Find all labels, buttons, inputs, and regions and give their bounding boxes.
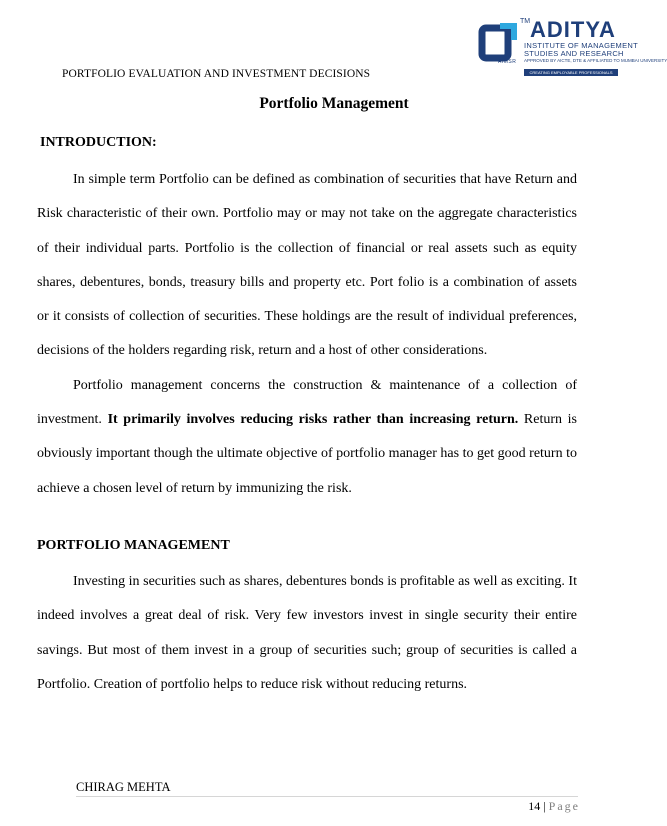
footer-author: CHIRAG MEHTA — [76, 780, 171, 794]
intro-p2-emphasis: It primarily involves reducing risks rather than increasing return. — [107, 412, 519, 428]
introduction-paragraph-2 — [37, 369, 577, 506]
logo-name: ADITYA — [530, 17, 616, 42]
page-number — [528, 799, 580, 814]
logo-trademark: TM — [520, 18, 531, 25]
portfolio-management-paragraph: Investing in securities such as shares, debentures bonds is profitable as well as exciting. It indeed involves a great deal of risk. Very few investors invest in single security their entire savings. But most of them invest in a group of securities such; group of securities is called a Portfolio. Creation of portfolio helps to reduce risk without reducing returns. — [37, 574, 577, 692]
portfolio-management-section — [37, 565, 577, 702]
intro-p2-end: Return is obviously important though the ultimate objective of portfolio manager has to get good return to achieve a chosen level of return by immunizing the risk. — [37, 412, 577, 496]
logo-approval-text: APPROVED BY AICTE, DTE & AFFILIATED TO MUMBAI UNIVERSITY — [524, 58, 667, 63]
page-number-value: 14 — [528, 799, 541, 813]
logo-abbreviation: AIMSR — [498, 59, 517, 65]
running-header: PORTFOLIO EVALUATION AND INVESTMENT DECISIONS — [62, 68, 371, 80]
introduction-section — [37, 163, 577, 506]
page-label: Page — [548, 799, 580, 813]
intro-p2-start: Portfolio management concerns the construction & maintenance of a collection of investment. — [37, 377, 577, 428]
footer-divider — [76, 796, 578, 797]
institute-logo — [478, 14, 667, 75]
page-number-separator: | — [540, 799, 549, 813]
logo-tagline: CREATING EMPLOYABLE PROFESSIONALS — [524, 69, 618, 76]
introduction-paragraph-1: In simple term Portfolio can be defined as combination of securities that have Return and Risk characteristic of their own. Portfolio may or may not take on the aggregate characteristics of their individual parts. Portfolio is the collection of financial or real assets such as equity shares, debentures, bonds, treasury bills and property etc. Port folio is a combination of assets or it consists of collection of securities. These holdings are the result of individual preferences, decisions of the holders regarding risk, return and a host of other considerations. — [37, 172, 577, 359]
introduction-heading: INTRODUCTION: — [40, 135, 157, 150]
logo-subtitle-1: INSTITUTE OF MANAGEMENT — [524, 41, 638, 50]
logo-subtitle-2: STUDIES AND RESEARCH — [524, 49, 624, 58]
portfolio-management-heading: PORTFOLIO MANAGEMENT — [37, 538, 230, 553]
page-title: Portfolio Management — [259, 95, 409, 112]
